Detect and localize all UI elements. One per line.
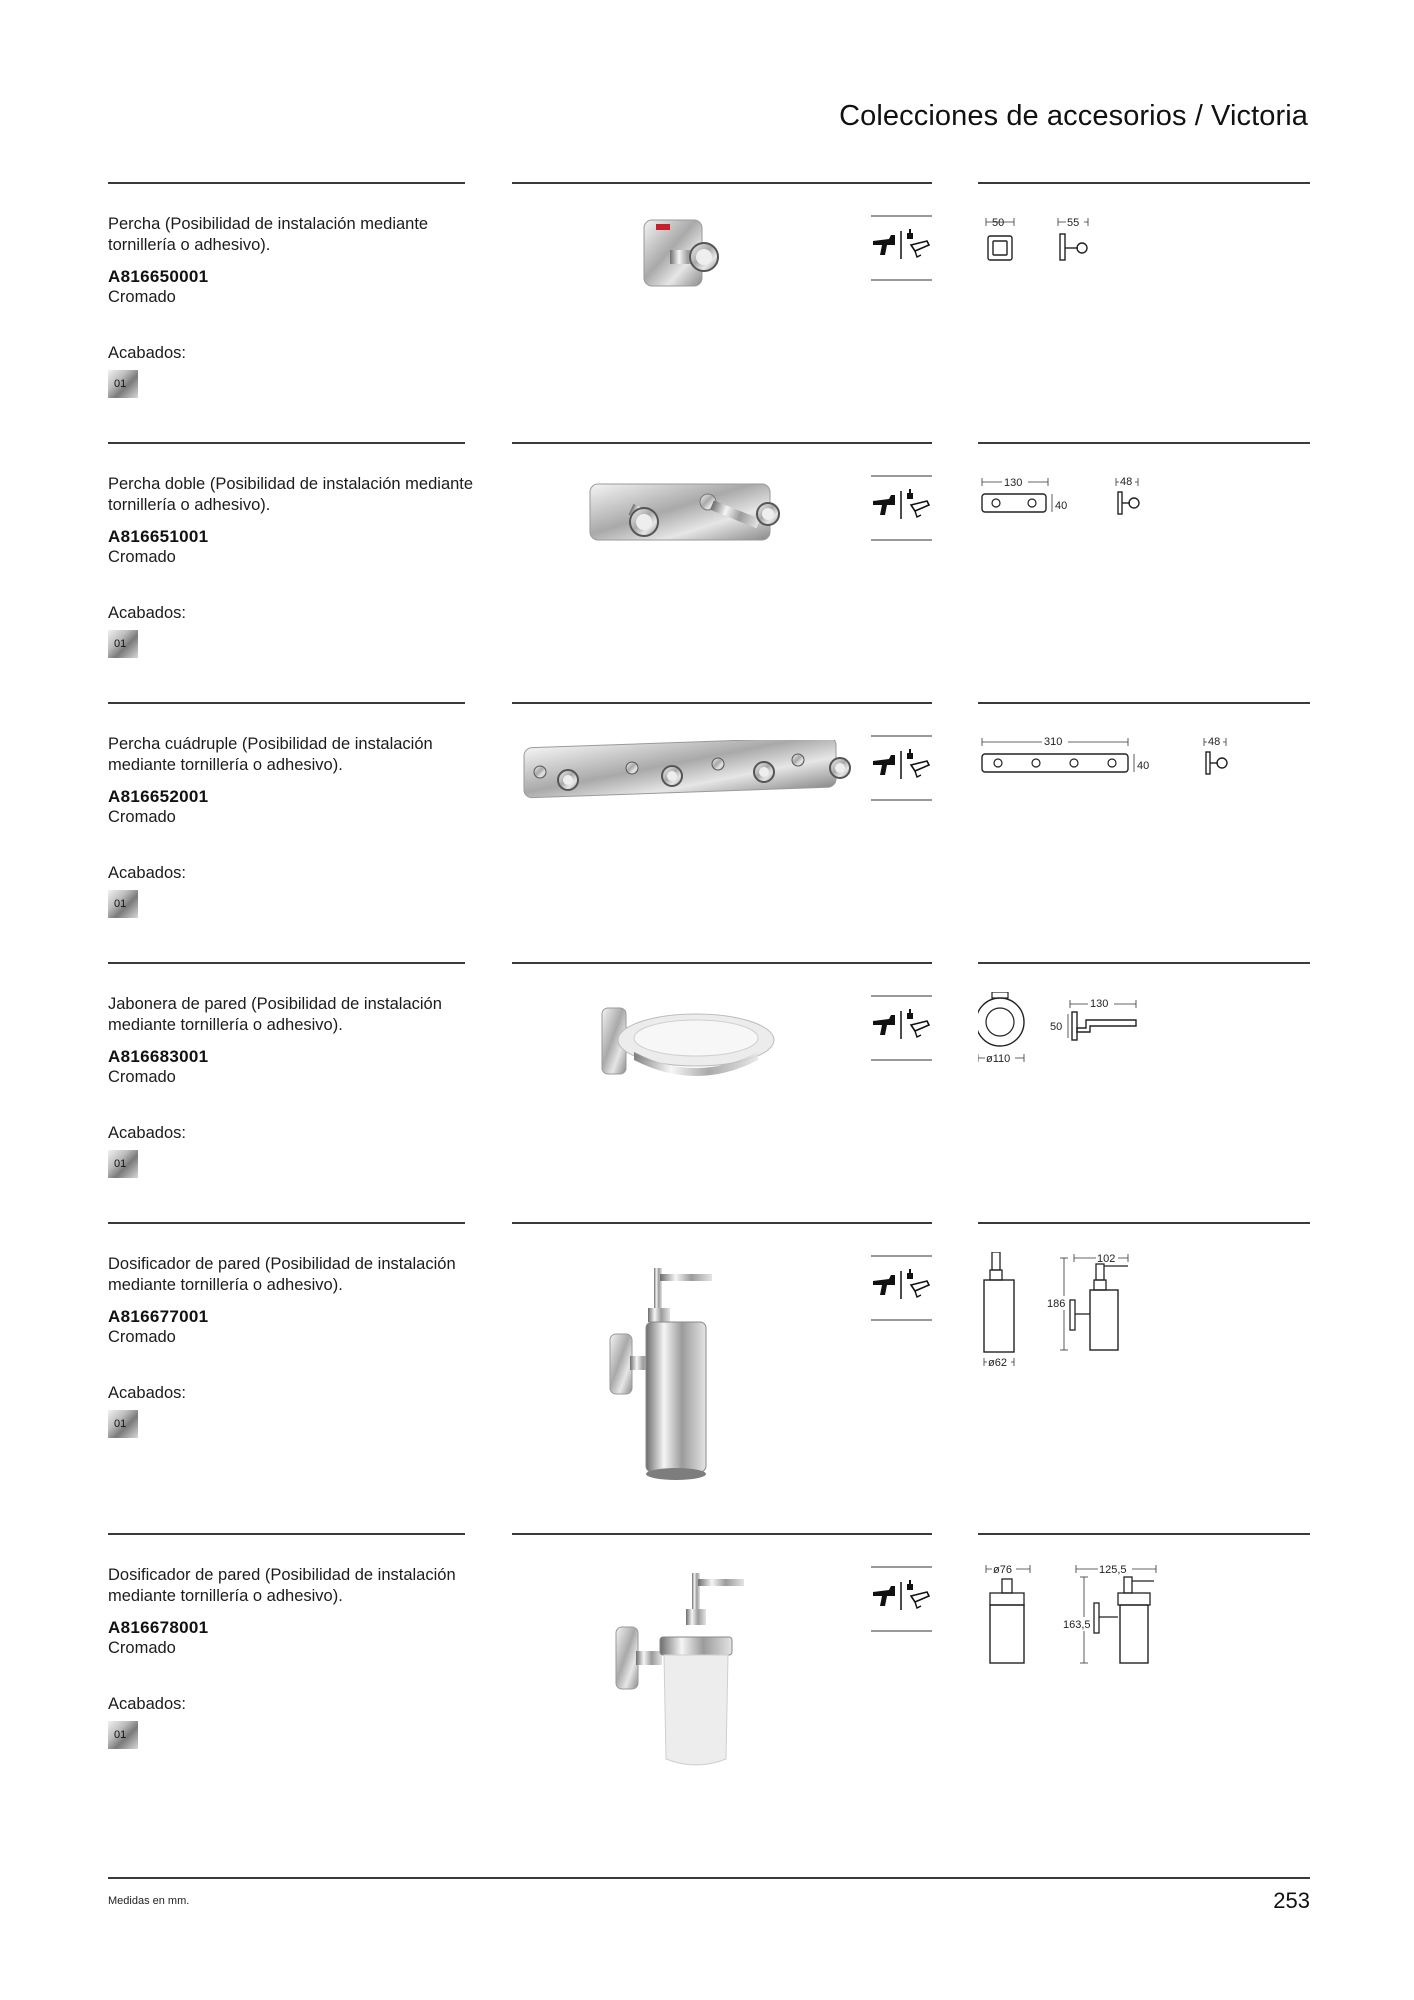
divider — [512, 1222, 932, 1224]
dimension-label: 40 — [1137, 760, 1150, 772]
dimension-label: 48 — [1208, 736, 1221, 748]
finish-swatch: 01 — [108, 890, 138, 918]
finish-swatch: 01 — [108, 1410, 138, 1438]
divider — [512, 702, 932, 704]
page-number: 253 — [1273, 1888, 1310, 1913]
finishes-label: Acabados: — [108, 604, 186, 622]
product-description: Jabonera de pared (Posibilidad de instalación mediante tornillería o adhesivo). — [108, 995, 442, 1034]
installation-icon — [871, 995, 932, 1061]
divider — [108, 182, 465, 184]
product-code: A816677001 — [108, 1307, 209, 1326]
dimension-label: 186 — [1047, 1298, 1066, 1310]
dimension-label: 130 — [1004, 477, 1023, 489]
finish-swatch: 01 — [108, 630, 138, 658]
divider — [978, 962, 1310, 964]
dimension-label: ø62 — [988, 1357, 1007, 1369]
product-description: Percha (Posibilidad de instalación mediante tornillería o adhesivo). — [108, 215, 429, 254]
product-photo — [612, 1573, 762, 1783]
dimension-label: 50 — [1050, 1021, 1063, 1033]
product-code: A816650001 — [108, 267, 209, 286]
dimension-label: 130 — [1090, 998, 1109, 1010]
divider — [108, 442, 465, 444]
product-finish: Cromado — [108, 548, 176, 566]
divider — [978, 1222, 1310, 1224]
product-code: A816651001 — [108, 527, 209, 546]
dimension-label: 310 — [1044, 736, 1063, 748]
product-code: A816683001 — [108, 1047, 209, 1066]
technical-drawing — [978, 1252, 1178, 1382]
installation-icon — [871, 1566, 932, 1632]
product-description: Percha doble (Posibilidad de instalación mediante tornillería o adhesivo). — [108, 475, 474, 514]
finishes-label: Acabados: — [108, 864, 186, 882]
product-code: A816652001 — [108, 787, 209, 806]
dimension-label: 102 — [1097, 1253, 1116, 1265]
technical-drawing — [978, 1563, 1198, 1693]
product-photo — [520, 740, 860, 810]
product-description: Dosificador de pared (Posibilidad de instalación mediante tornillería o adhesivo). — [108, 1566, 456, 1605]
finish-swatch: 01 — [108, 1150, 138, 1178]
dimension-label: 125,5 — [1099, 1564, 1127, 1576]
divider — [512, 1533, 932, 1535]
product-finish: Cromado — [108, 1639, 176, 1657]
technical-drawing — [978, 992, 1178, 1082]
product-photo — [598, 1000, 778, 1090]
product-photo — [588, 478, 788, 552]
technical-drawing — [978, 732, 1238, 792]
product-finish: Cromado — [108, 1068, 176, 1086]
divider — [108, 962, 465, 964]
divider — [978, 702, 1310, 704]
technical-drawing — [978, 472, 1178, 532]
product-finish: Cromado — [108, 1328, 176, 1346]
finishes-label: Acabados: — [108, 344, 186, 362]
product-code: A816678001 — [108, 1618, 209, 1637]
divider — [978, 1533, 1310, 1535]
dimension-label: 50 — [992, 217, 1005, 229]
divider — [512, 182, 932, 184]
dimension-label: 48 — [1120, 476, 1133, 488]
finish-swatch: 01 — [108, 1721, 138, 1749]
divider — [512, 442, 932, 444]
page-title: Colecciones de accesorios / Victoria — [839, 100, 1308, 132]
divider — [978, 442, 1310, 444]
dimension-label: ø110 — [986, 1053, 1011, 1065]
installation-icon — [871, 735, 932, 801]
installation-icon — [871, 1255, 932, 1321]
finishes-label: Acabados: — [108, 1384, 186, 1402]
installation-icon — [871, 475, 932, 541]
dimension-label: 163,5 — [1063, 1619, 1091, 1631]
product-finish: Cromado — [108, 288, 176, 306]
product-photo — [640, 216, 730, 296]
product-photo — [606, 1268, 736, 1488]
product-finish: Cromado — [108, 808, 176, 826]
dimension-label: ø76 — [993, 1564, 1012, 1576]
dimension-label: 55 — [1067, 217, 1080, 229]
installation-icon — [871, 215, 932, 281]
divider — [978, 182, 1310, 184]
divider — [108, 702, 465, 704]
product-description: Dosificador de pared (Posibilidad de instalación mediante tornillería o adhesivo). — [108, 1255, 456, 1294]
divider — [108, 1222, 465, 1224]
dimension-label: 40 — [1055, 500, 1068, 512]
divider — [512, 962, 932, 964]
finish-swatch: 01 — [108, 370, 138, 398]
measurement-note: Medidas en mm. — [108, 1895, 190, 1907]
technical-drawing — [978, 212, 1128, 272]
footer-divider — [108, 1877, 1310, 1879]
product-description: Percha cuádruple (Posibilidad de instalación mediante tornillería o adhesivo). — [108, 735, 433, 774]
divider — [108, 1533, 465, 1535]
finishes-label: Acabados: — [108, 1695, 186, 1713]
finishes-label: Acabados: — [108, 1124, 186, 1142]
